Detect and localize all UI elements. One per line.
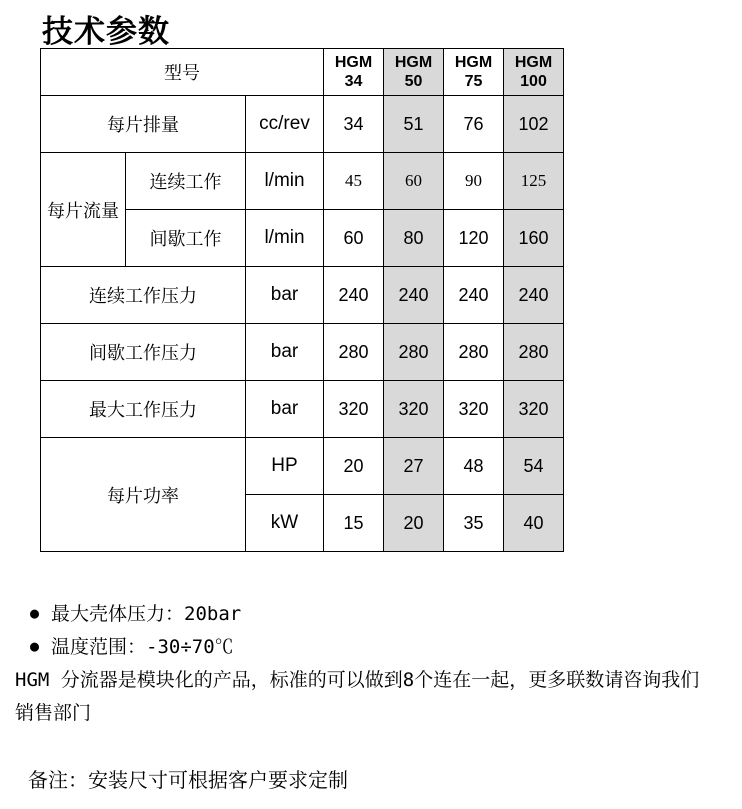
- row-label: 间歇工作: [126, 210, 246, 267]
- column-header-text: 50: [404, 73, 423, 90]
- column-header-text: HGM: [454, 54, 493, 71]
- cell-value: 20: [324, 438, 384, 495]
- row-label: 连续工作压力: [41, 267, 246, 324]
- cell-value: 240: [504, 267, 564, 324]
- cell-value: 240: [444, 267, 504, 324]
- table-header-row: [41, 49, 564, 96]
- cell-value: 320: [384, 381, 444, 438]
- paragraph-line: HGM 分流器是模块化的产品，标准的可以做到8个连在一起，更多联数请咨询我们: [15, 669, 700, 691]
- row-label: 最大工作压力: [41, 381, 246, 438]
- cell-value: 320: [504, 381, 564, 438]
- column-header-hgm50: [384, 49, 444, 96]
- row-unit: cc/rev: [246, 96, 324, 153]
- cell-value: 125: [504, 153, 564, 210]
- cell-value: 40: [504, 495, 564, 552]
- row-unit: kW: [246, 495, 324, 552]
- cell-value: 60: [384, 153, 444, 210]
- column-header-hgm75: [444, 49, 504, 96]
- cell-value: 240: [324, 267, 384, 324]
- row-max-pressure: [41, 381, 564, 438]
- row-continuous-pressure: [41, 267, 564, 324]
- cell-value: 35: [444, 495, 504, 552]
- column-header-text: 34: [344, 73, 363, 90]
- cell-value: 48: [444, 438, 504, 495]
- notes-list: [30, 596, 241, 662]
- row-power-hp: [41, 438, 564, 495]
- row-label: 连续工作: [126, 153, 246, 210]
- cell-value: 76: [444, 96, 504, 153]
- cell-value: 102: [504, 96, 564, 153]
- row-displacement: [41, 96, 564, 153]
- paragraph-line: 销售部门: [15, 702, 92, 724]
- modularity-paragraph: [15, 664, 731, 730]
- cell-value: 20: [384, 495, 444, 552]
- column-header-hgm34: [324, 49, 384, 96]
- cell-value: 27: [384, 438, 444, 495]
- cell-value: 54: [504, 438, 564, 495]
- page-title: 技术参数: [42, 14, 170, 49]
- column-header-text: HGM: [514, 54, 553, 71]
- row-unit: l/min: [246, 210, 324, 267]
- column-header-hgm100: [504, 49, 564, 96]
- row-unit: l/min: [246, 153, 324, 210]
- cell-value: 120: [444, 210, 504, 267]
- row-unit: bar: [246, 267, 324, 324]
- column-header-text: HGM: [334, 54, 373, 71]
- cell-value: 15: [324, 495, 384, 552]
- column-header-text: HGM: [394, 54, 433, 71]
- cell-value: 80: [384, 210, 444, 267]
- cell-value: 320: [444, 381, 504, 438]
- row-flow-continuous: [41, 153, 564, 210]
- cell-value: 45: [324, 153, 384, 210]
- cell-value: 280: [384, 324, 444, 381]
- cell-value: 320: [324, 381, 384, 438]
- flow-group-label: 每片流量: [41, 153, 126, 267]
- note-text: 最大壳体压力：20bar: [51, 603, 242, 625]
- note-item-temperature-range: [30, 629, 241, 662]
- row-label: 间歇工作压力: [41, 324, 246, 381]
- row-intermittent-pressure: [41, 324, 564, 381]
- power-group-label: 每片功率: [41, 438, 246, 552]
- column-header-text: 100: [520, 73, 547, 90]
- bullet-icon: ●: [30, 636, 40, 655]
- cell-value: 51: [384, 96, 444, 153]
- cell-value: 280: [324, 324, 384, 381]
- cell-value: 280: [444, 324, 504, 381]
- spec-table: [40, 48, 564, 552]
- column-header-text: 75: [464, 73, 483, 90]
- cell-value: 280: [504, 324, 564, 381]
- model-header-cell: 型号: [41, 49, 324, 96]
- note-item-shell-pressure: [30, 596, 241, 629]
- bullet-icon: ●: [30, 603, 40, 622]
- cell-value: 240: [384, 267, 444, 324]
- cell-value: 160: [504, 210, 564, 267]
- note-text: 温度范围：-30÷70℃: [51, 636, 234, 658]
- cell-value: 90: [444, 153, 504, 210]
- row-unit: HP: [246, 438, 324, 495]
- row-unit: bar: [246, 381, 324, 438]
- cell-value: 34: [324, 96, 384, 153]
- row-unit: bar: [246, 324, 324, 381]
- remark-text: 备注：安装尺寸可根据客户要求定制: [28, 768, 348, 792]
- cell-value: 60: [324, 210, 384, 267]
- row-label: 每片排量: [41, 96, 246, 153]
